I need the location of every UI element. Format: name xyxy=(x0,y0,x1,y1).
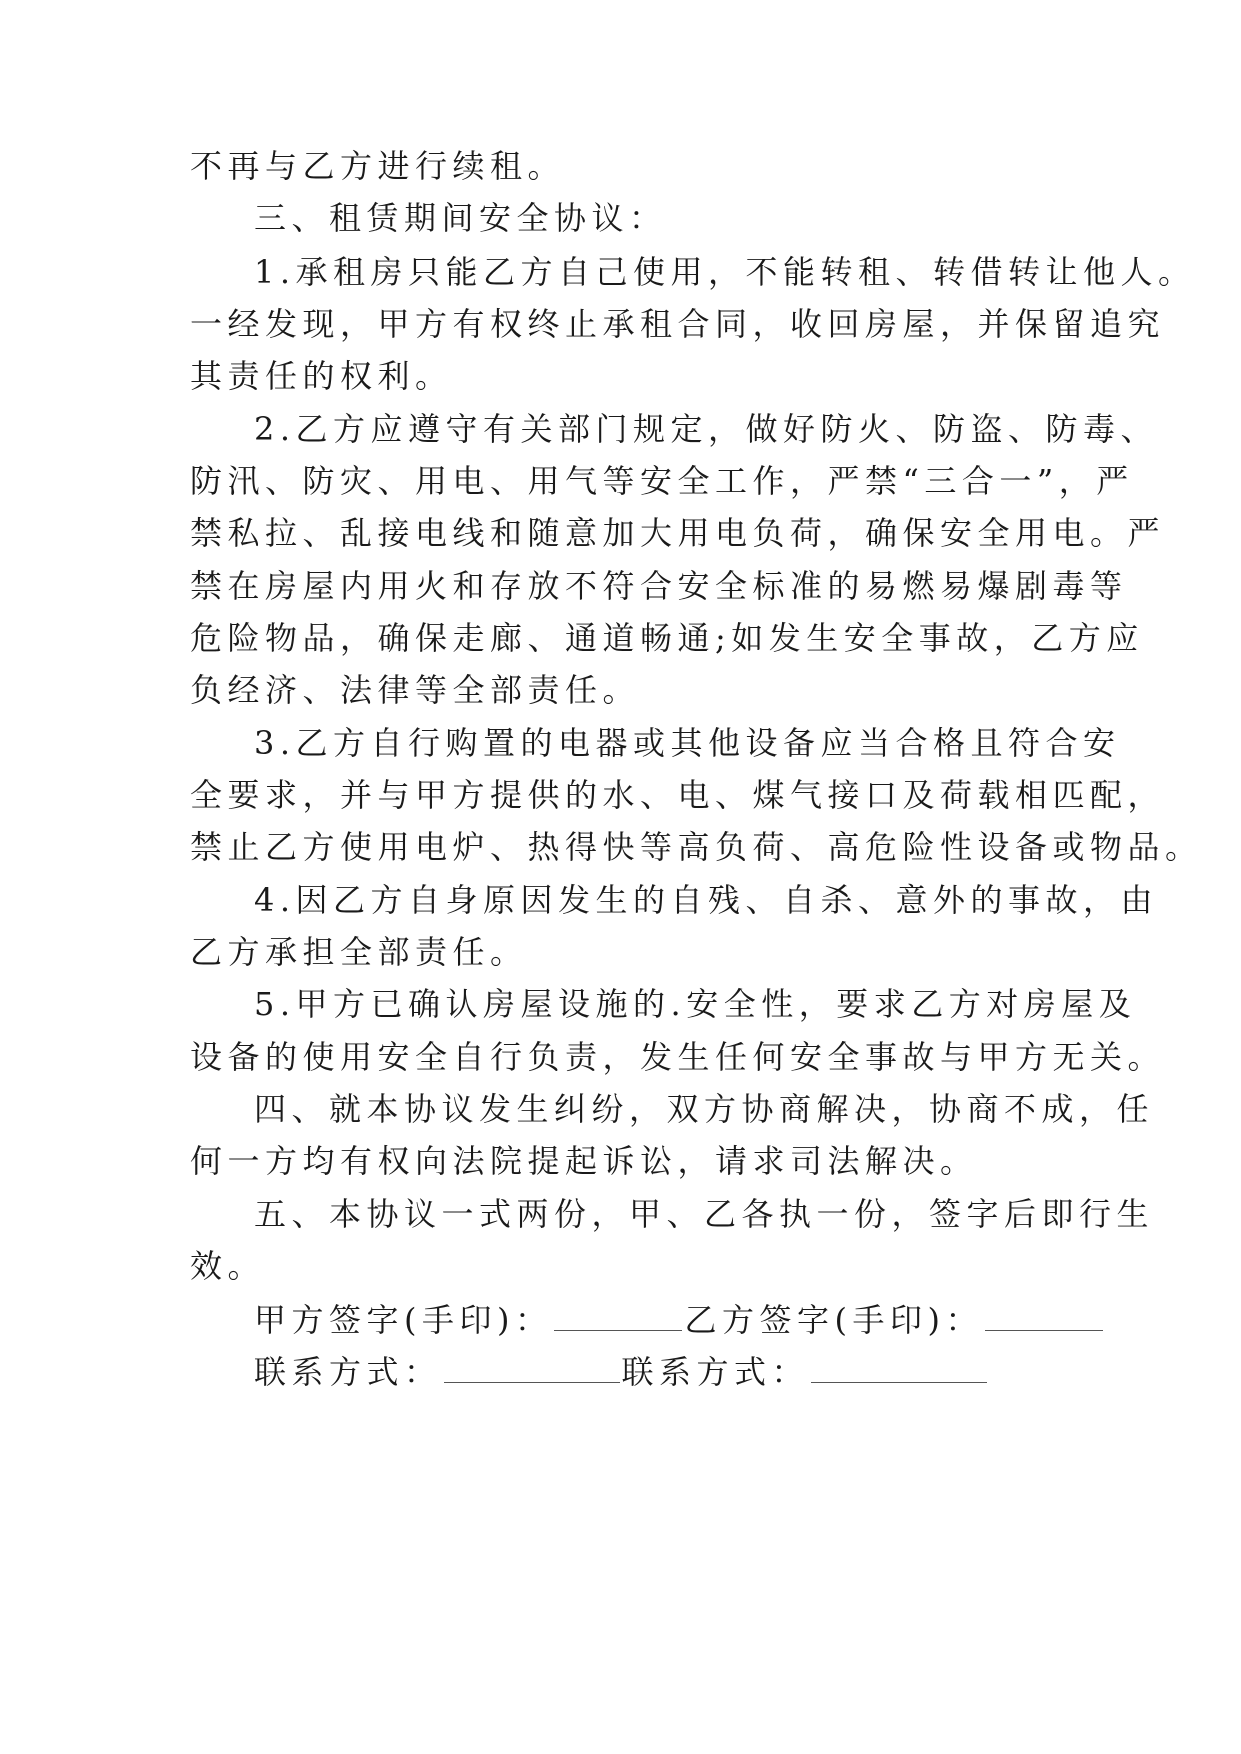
text-line-10: 危险物品，确保走廊、通道畅通;如发生安全事故，乙方应 xyxy=(190,619,1144,657)
party-a-contact-label: 联系方式： xyxy=(254,1353,442,1391)
party-b-contact-field[interactable] xyxy=(811,1348,987,1383)
contact-row xyxy=(254,1342,1060,1402)
text-line-12: 3.乙方自行购置的电器或其他设备应当合格且符合安 xyxy=(254,724,1121,762)
text-line-14: 禁止乙方使用电炉、热得快等高负荷、高危险性设备或物品。 xyxy=(190,828,1203,866)
text-line-22: 效。 xyxy=(190,1247,266,1285)
text-line-20: 何一方均有权向法院提起诉讼，请求司法解决。 xyxy=(190,1142,978,1180)
text-line-15: 4.因乙方自身原因发生的自残、自杀、意外的事故，由 xyxy=(254,881,1159,919)
section-heading-3: 三、租赁期间安全协议： xyxy=(254,199,667,237)
party-b-contact-label: 联系方式： xyxy=(621,1353,810,1391)
text-line-17: 5.甲方已确认房屋设施的.安全性，要求乙方对房屋及 xyxy=(254,985,1137,1023)
text-line-9: 禁在房屋内用火和存放不符合安全标准的易燃易爆剧毒等 xyxy=(190,567,1128,605)
text-line-13: 全要求，并与甲方提供的水、电、煤气接口及荷载相匹配， xyxy=(190,776,1166,814)
signature-row xyxy=(254,1290,1060,1350)
party-a-contact-field[interactable] xyxy=(444,1348,620,1383)
text-line-5: 其责任的权利。 xyxy=(190,357,453,395)
text-line-4: 一经发现，甲方有权终止承租合同，收回房屋，并保留追究 xyxy=(190,305,1166,343)
text-line-3: 1.承租房只能乙方自己使用，不能转租、转借转让他人。 xyxy=(254,253,1196,291)
text-line-16: 乙方承担全部责任。 xyxy=(190,933,528,971)
party-b-signature-field[interactable] xyxy=(985,1296,1103,1331)
party-b-signature-label: 乙方签字(手印)： xyxy=(684,1301,983,1339)
party-a-signature-label: 甲方签字(手印)： xyxy=(254,1301,553,1339)
text-line-6: 2.乙方应遵守有关部门规定，做好防火、防盗、防毒、 xyxy=(254,410,1159,448)
party-a-signature-field[interactable] xyxy=(554,1296,682,1331)
text-line-1: 不再与乙方进行续租。 xyxy=(190,147,566,185)
section-heading-4: 四、就本协议发生纠纷，双方协商解决，协商不成，任 xyxy=(254,1090,1155,1128)
text-line-8: 禁私拉、乱接电线和随意加大用电负荷，确保安全用电。严 xyxy=(190,514,1166,552)
section-heading-5: 五、本协议一式两份，甲、乙各执一份，签字后即行生 xyxy=(254,1195,1155,1233)
text-line-11: 负经济、法律等全部责任。 xyxy=(190,671,641,709)
text-line-7: 防汛、防灾、用电、用气等安全工作，严禁“三合一”，严 xyxy=(190,462,1134,500)
text-line-18: 设备的使用安全自行负责，发生任何安全事故与甲方无关。 xyxy=(190,1038,1166,1076)
